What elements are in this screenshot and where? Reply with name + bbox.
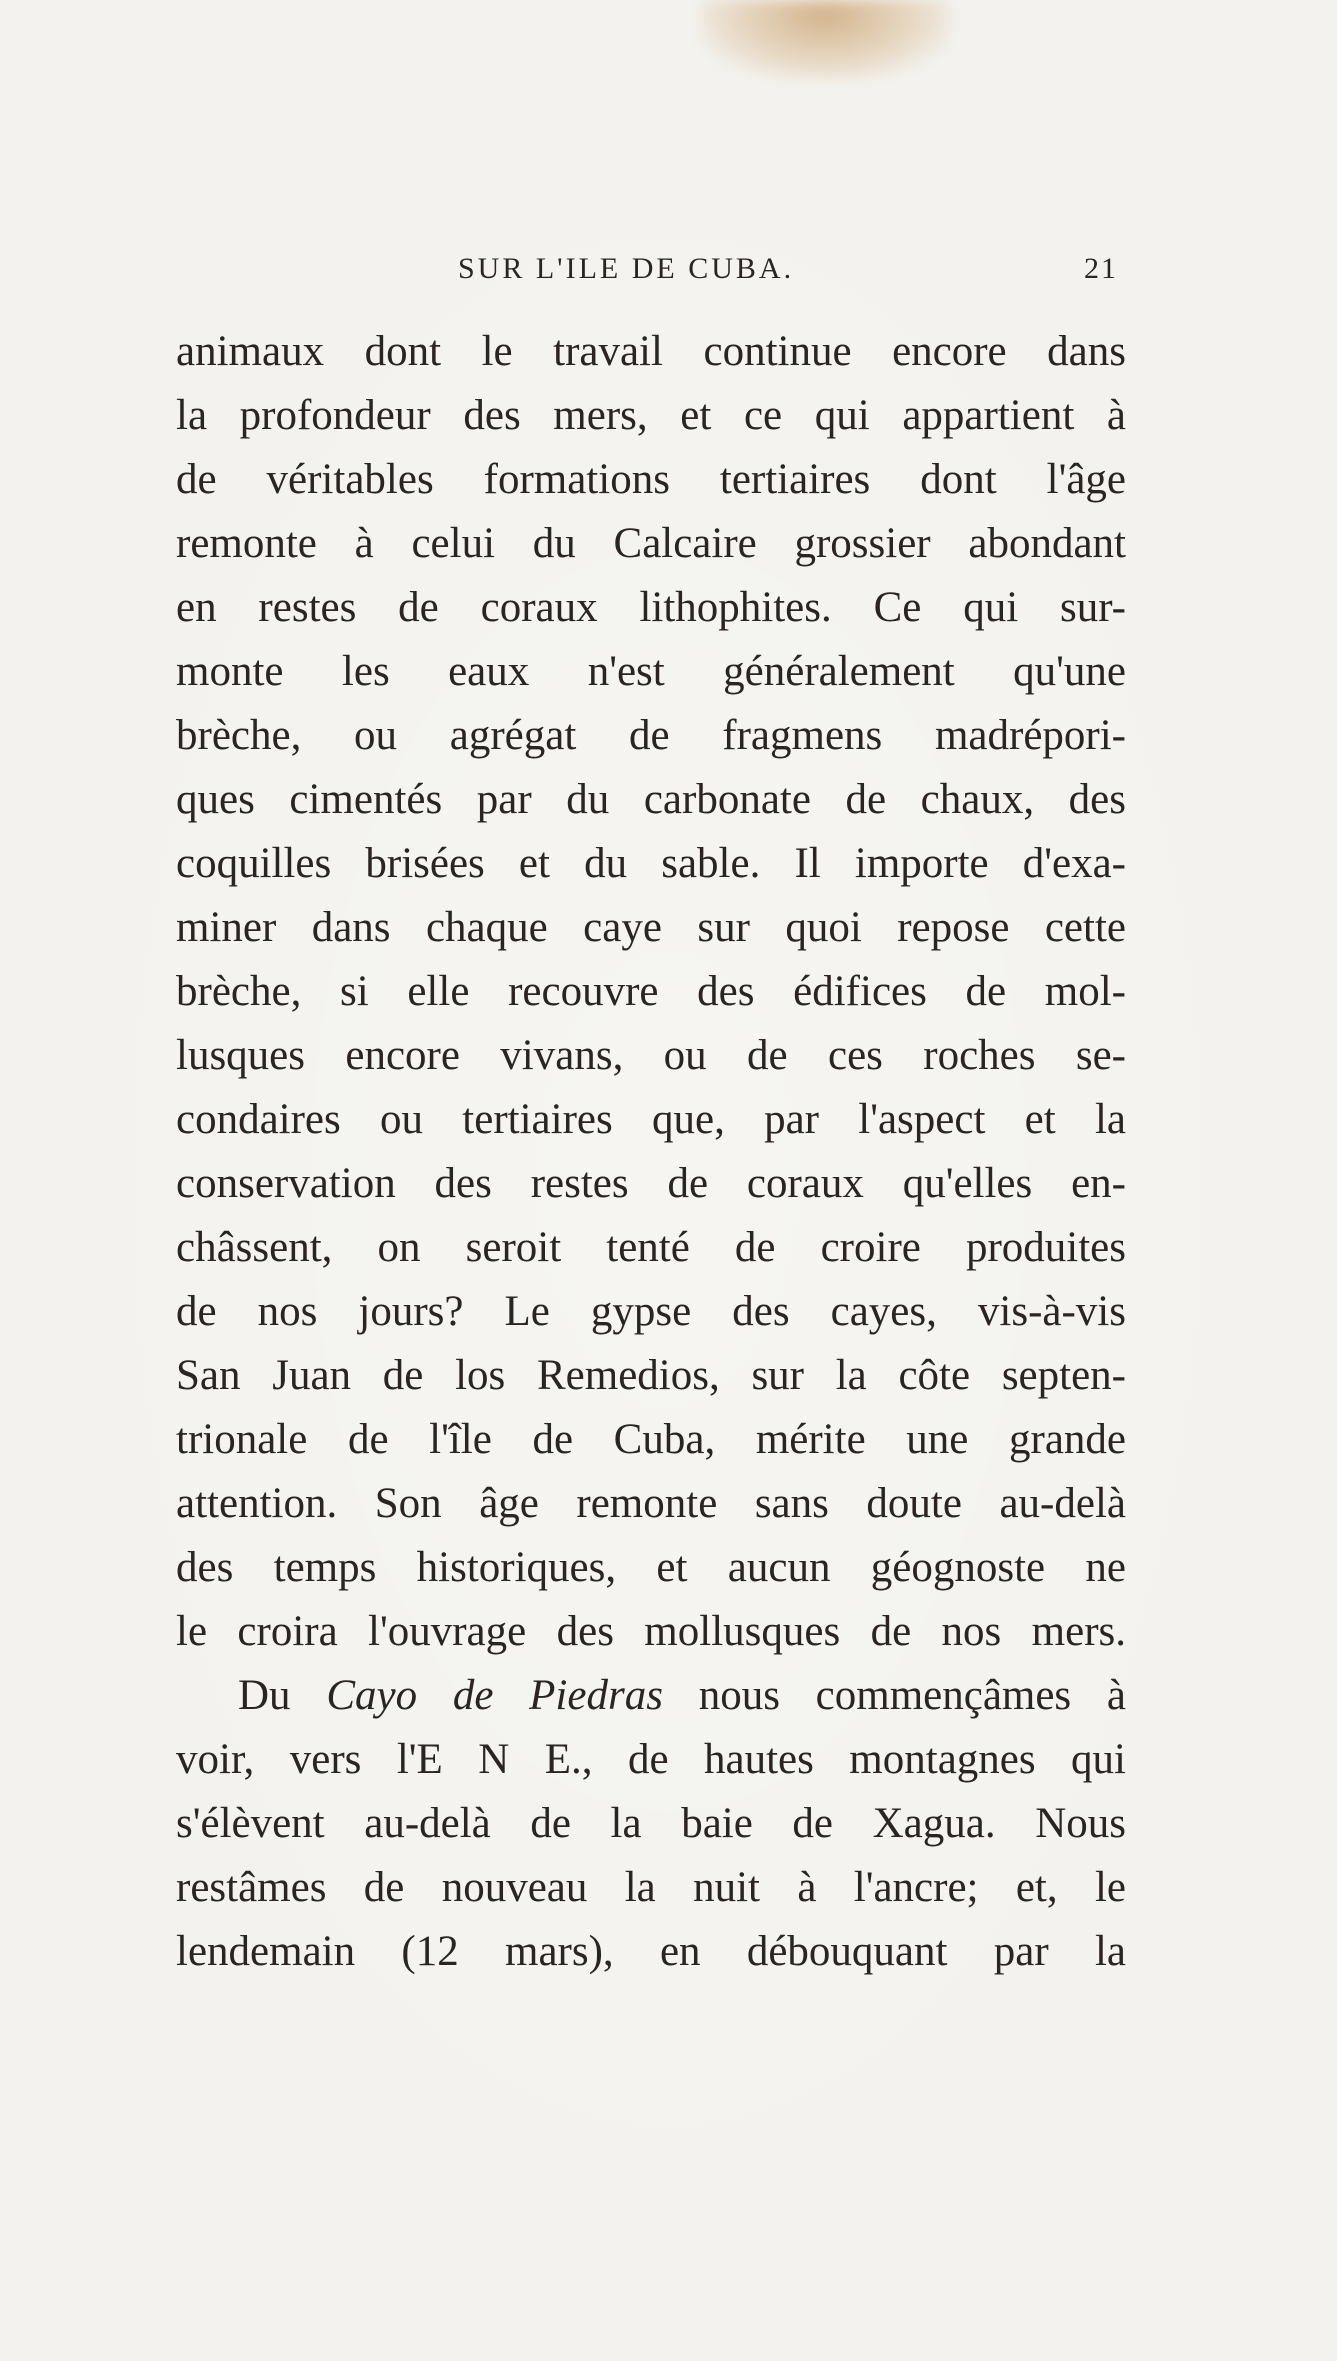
text-line: condaires ou tertiaires que, par l'aspect et la	[176, 1096, 1126, 1143]
text-line: conservation des restes de coraux qu'elles en-	[176, 1160, 1126, 1207]
place-name-italic: Cayo de Piedras	[326, 1672, 663, 1719]
text-line: coquilles brisées et du sable. Il importe d'exa-	[176, 840, 1126, 887]
text-line: restâmes de nouveau la nuit à l'ancre; et, le	[176, 1864, 1126, 1911]
text-line: en restes de coraux lithophites. Ce qui sur-	[176, 584, 1126, 631]
text-line: attention. Son âge remonte sans doute au-delà	[176, 1480, 1126, 1527]
text-line: San Juan de los Remedios, sur la côte septen-	[176, 1352, 1126, 1399]
text-line: brèche, si elle recouvre des édifices de mol-	[176, 968, 1126, 1015]
text-line: des temps historiques, et aucun géognoste ne	[176, 1544, 1126, 1591]
page-header	[178, 252, 1118, 292]
text-line: voir, vers l'E N E., de hautes montagnes qui	[176, 1736, 1126, 1783]
text-line: le croira l'ouvrage des mollusques de nos mers.	[176, 1608, 1126, 1655]
text-line: trionale de l'île de Cuba, mérite une grande	[176, 1416, 1126, 1463]
text-line: remonte à celui du Calcaire grossier abondant	[176, 520, 1126, 567]
text-line: brèche, ou agrégat de fragmens madrépori-	[176, 712, 1126, 759]
text-line: ques cimentés par du carbonate de chaux, des	[176, 776, 1126, 823]
text-line: lusques encore vivans, ou de ces roches se-	[176, 1032, 1126, 1079]
paragraph-start-line	[176, 1664, 1126, 1728]
text-line: de véritables formations tertiaires dont l'âge	[176, 456, 1126, 503]
foxing-stain	[700, 0, 950, 80]
body-text	[176, 320, 1126, 1984]
page-number: 21	[1084, 252, 1118, 285]
text-line: châssent, on seroit tenté de croire produites	[176, 1224, 1126, 1271]
text-line: animaux dont le travail continue encore dans	[176, 328, 1126, 375]
text-line: s'élèvent au-delà de la baie de Xagua. Nous	[176, 1800, 1126, 1847]
text-line: monte les eaux n'est généralement qu'une	[176, 648, 1126, 695]
para2-start: Du	[238, 1672, 291, 1719]
text-line: lendemain (12 mars), en débouquant par la	[176, 1928, 1126, 1975]
running-title: SUR L'ILE DE CUBA.	[458, 252, 795, 285]
para2-rest: nous commençâmes à	[698, 1672, 1127, 1719]
text-line: la profondeur des mers, et ce qui appartient à	[176, 392, 1126, 439]
text-line: miner dans chaque caye sur quoi repose cette	[176, 904, 1126, 951]
text-line: de nos jours? Le gypse des cayes, vis-à-vis	[176, 1288, 1126, 1335]
